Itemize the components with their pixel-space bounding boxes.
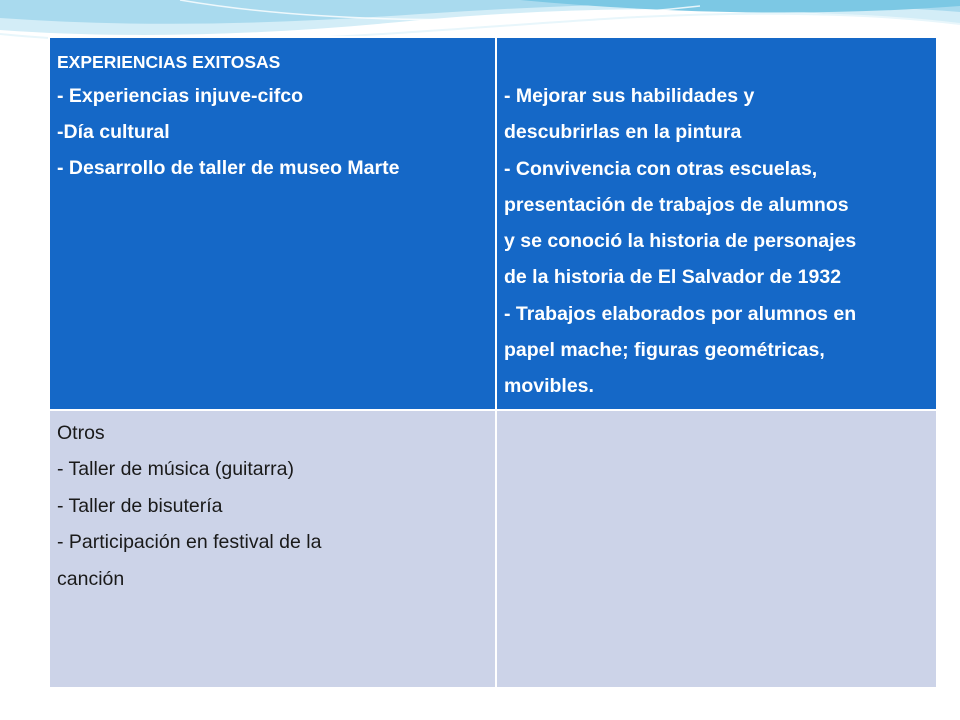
list-item: - Experiencias injuve-cifco [57,85,304,107]
list-item: - Desarrollo de taller de museo Marte [57,157,400,179]
text-line: movibles. [504,375,594,398]
outcomes-text [504,78,929,405]
table-row [49,37,937,410]
text-line: y se conoció la historia de personajes [504,230,857,253]
outcomes-cell [496,37,937,410]
text-line: - Trabajos elaborados por alumnos en [504,302,857,325]
text-line: descubrirlas en la pintura [504,121,742,144]
table-row [49,410,937,688]
empty-cell [496,410,937,688]
text-line: - Mejorar sus habilidades y [504,85,755,107]
list-item: - Taller de música (guitarra) [57,458,294,481]
experiences-cell [49,37,496,410]
text-line: de la historia de El Salvador de 1932 [504,266,842,289]
others-cell [49,410,496,688]
section-heading: Otros [57,421,105,444]
section-heading: EXPERIENCIAS EXITOSAS [57,52,281,72]
text-line: - Convivencia con otras escuelas, [504,157,818,180]
list-item: - Participación en festival de la [57,531,322,554]
text-line: presentación de trabajos de alumnos [504,193,849,216]
list-item: - Taller de bisutería [57,494,223,517]
content-table [48,36,938,689]
text-line: papel mache; figuras geométricas, [504,339,825,362]
list-item: -Día cultural [57,121,170,143]
list-item: canción [57,567,125,590]
